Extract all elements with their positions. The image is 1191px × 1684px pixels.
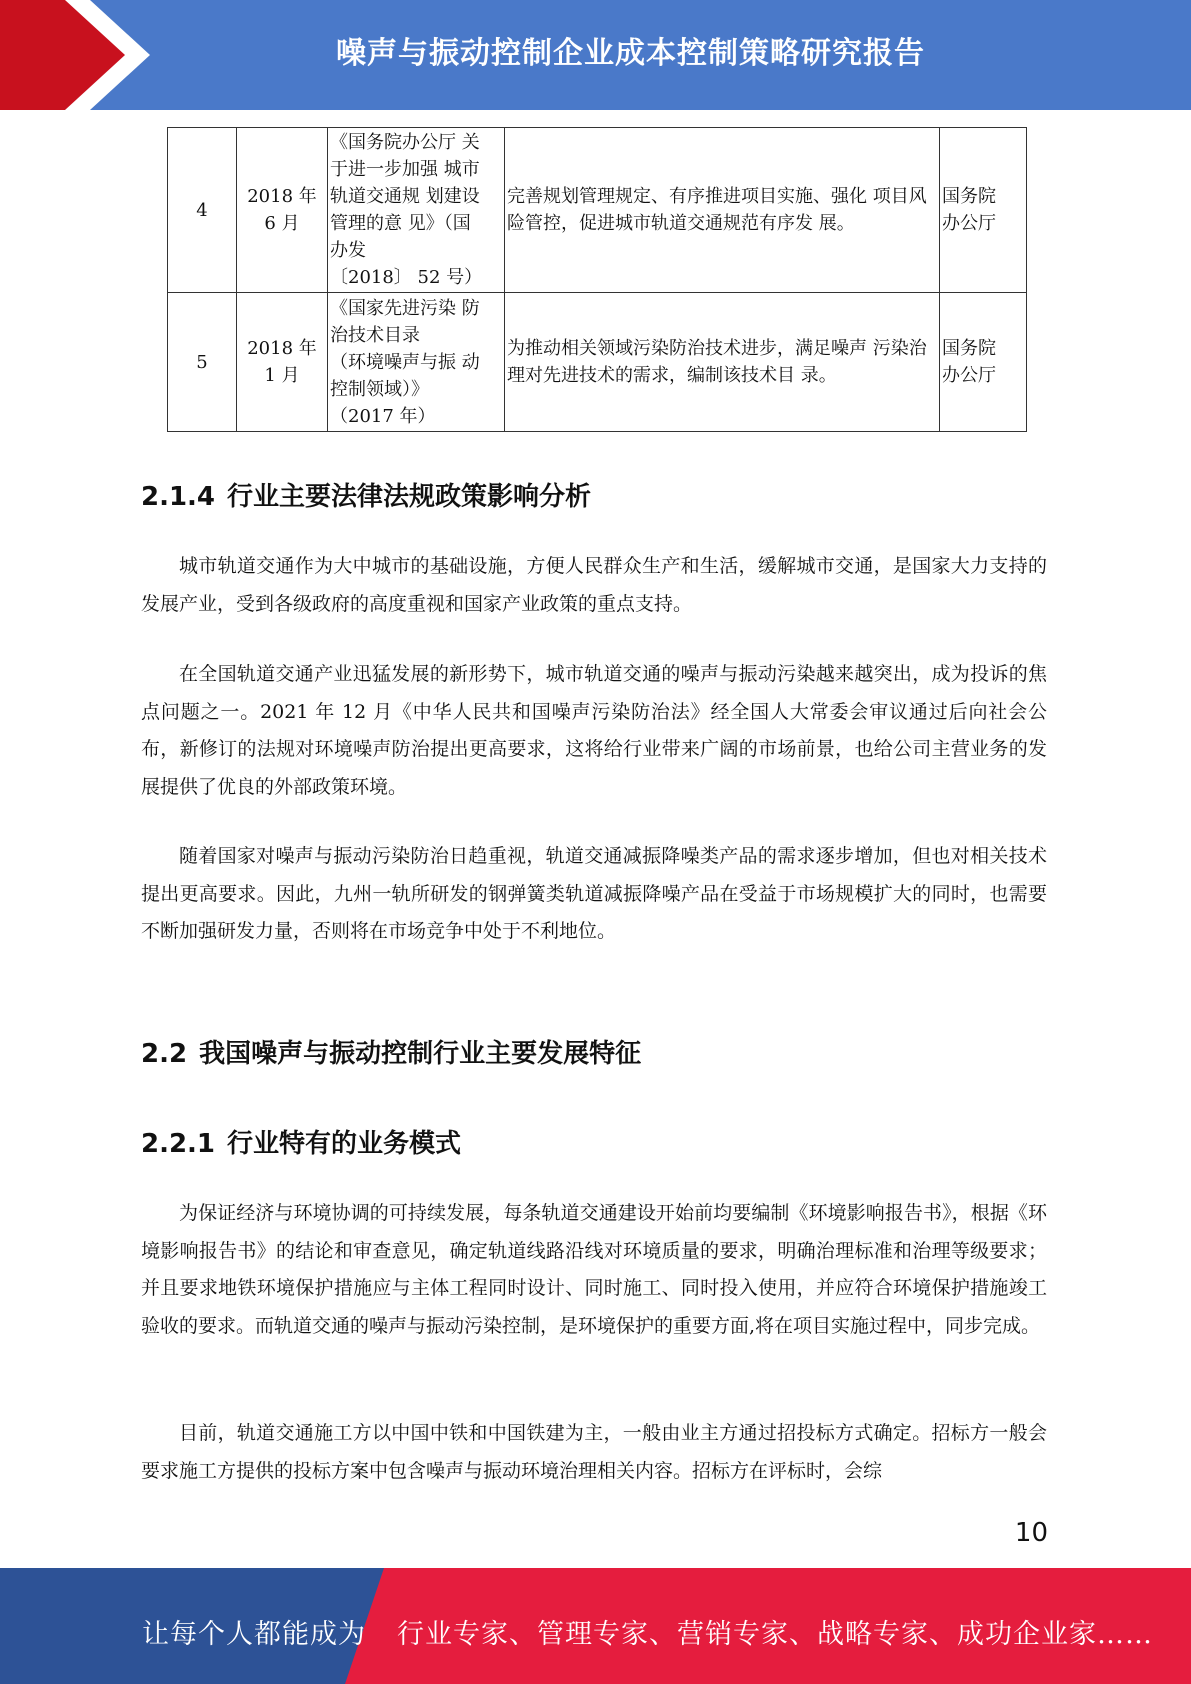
row-document-name: 《国家先进污染 防 治技术目录 （环境噪声与振 动 控制领域）》 （2017 年）: [328, 293, 505, 432]
paragraph: 为保证经济与环境协调的可持续发展，每条轨道交通建设开始前均要编制《环境影响报告书》，根据《环境影响报告书》的结论和审查意见，确定轨道线路沿线对环境质量的要求，明确治理标准和治理等级要求；并且要求地铁环境保护措施应与主体工程同时设计、同时施工、同时投入使用，并应符合环境保护措施竣工验收的要求。而轨道交通的噪声与振动污染控制，是环境保护的重要方面,将在项目实施过程中，同步完成。: [141, 1202, 1047, 1337]
footer-slogan-right: 行业专家、管理专家、营销专家、战略专家、成功企业家……: [397, 1619, 1153, 1650]
table-row: [168, 128, 1027, 293]
section-title: 行业主要法律法规政策影响分析: [227, 482, 592, 512]
paragraph: 目前，轨道交通施工方以中国中铁和中国铁建为主，一般由业主方通过招投标方式确定。招标方一般会要求施工方提供的投标方案中包含噪声与振动环境治理相关内容。招标方在评标时，会综: [141, 1422, 1047, 1482]
page-number: 10: [1014, 1518, 1048, 1548]
row-description: 为推动相关领域污染防治技术进步，满足噪声 污染治理对先进技术的需求，编制该技术目 录。: [505, 293, 940, 432]
row-number: 4: [168, 128, 237, 293]
paragraph: 城市轨道交通作为大中城市的基础设施，方便人民群众生产和生活，缓解城市交通，是国家大力支持的发展产业，受到各级政府的高度重视和国家产业政策的重点支持。: [141, 555, 1047, 615]
section-number: 2.2.1: [141, 1129, 216, 1159]
row-issuer: 国务院 办公厅: [940, 293, 1027, 432]
row-date: 2018 年 1 月: [237, 293, 328, 432]
row-number: 5: [168, 293, 237, 432]
row-document-name: 《国务院办公厅 关 于进一步加强 城市 轨道交通规 划建设 管理的意 见》（国 办发 〔2018〕 52 号）: [328, 128, 505, 293]
page-header: [0, 0, 1191, 110]
footer-slogan-left: 让每个人都能成为: [142, 1619, 366, 1650]
section-title: 我国噪声与振动控制行业主要发展特征: [199, 1039, 642, 1069]
policy-table: [167, 127, 1027, 432]
section-title: 行业特有的业务模式: [227, 1129, 462, 1159]
report-title: 噪声与振动控制企业成本控制策略研究报告: [336, 36, 925, 71]
row-date: 2018 年 6 月: [237, 128, 328, 293]
header-arrow-decoration: [0, 0, 200, 110]
paragraph: 随着国家对噪声与振动污染防治日趋重视，轨道交通减振降噪类产品的需求逐步增加，但也对相关技术提出更高要求。因此，九州一轨所研发的钢弹簧类轨道减振降噪产品在受益于市场规模扩大的同时，也需要不断加强研发力量，否则将在市场竞争中处于不利地位。: [141, 845, 1047, 942]
row-description: 完善规划管理规定、有序推进项目实施、强化 项目风险管控，促进城市轨道交通规范有序发 展。: [505, 128, 940, 293]
page-footer: [0, 1568, 1191, 1684]
row-issuer: 国务院 办公厅: [940, 128, 1027, 293]
section-number: 2.1.4: [141, 482, 216, 512]
table-row: [168, 293, 1027, 432]
section-number: 2.2: [141, 1039, 188, 1069]
section-heading-2-1-4: [141, 476, 591, 513]
section-heading-2-2: [141, 1033, 641, 1070]
paragraph: 在全国轨道交通产业迅猛发展的新形势下，城市轨道交通的噪声与振动污染越来越突出，成为投诉的焦点问题之一。2021 年 12 月《中华人民共和国噪声污染防治法》经全国人大常委会审议通过后向社会公布，新修订的法规对环境噪声防治提出更高要求，这将给行业带来广阔的市场前景，也给公司主营业务的发展提供了优良的外部政策环境。: [141, 663, 1047, 798]
section-heading-2-2-1: [141, 1123, 461, 1160]
